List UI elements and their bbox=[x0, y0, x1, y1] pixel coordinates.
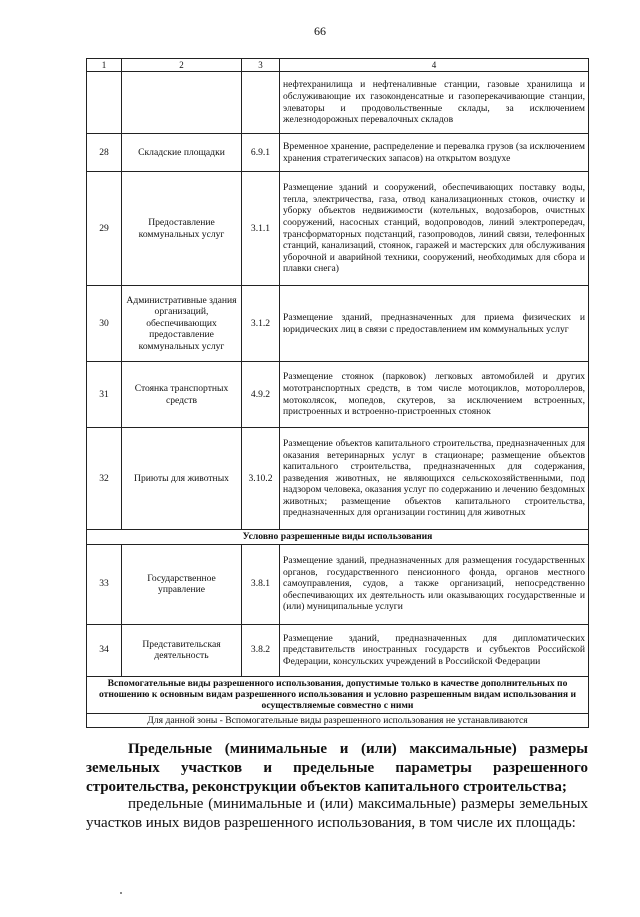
header-col-2: 2 bbox=[122, 59, 242, 72]
table-row bbox=[87, 362, 589, 428]
row-name: Приюты для животных bbox=[122, 428, 242, 530]
table-row bbox=[87, 544, 589, 624]
table-row bbox=[87, 286, 589, 362]
page-number: 66 bbox=[314, 24, 326, 38]
row-description: Временное хранение, распределение и перевалка грузов (за исключением хранения стратегических запасов) на открытом воздухе bbox=[280, 134, 589, 172]
row-name: Административные здания организаций, обеспечивающих предоставление коммунальных услуг bbox=[122, 286, 242, 362]
auxiliary-note: Для данной зоны - Вспомогательные виды разрешенного использования не устанавливаются bbox=[87, 713, 589, 728]
table-row bbox=[87, 624, 589, 676]
row-number: 33 bbox=[87, 544, 122, 624]
table-row-continued bbox=[87, 72, 589, 134]
conditional-section-row bbox=[87, 530, 589, 545]
row-number: 34 bbox=[87, 624, 122, 676]
row-number: 28 bbox=[87, 134, 122, 172]
row-name: Представительская деятельность bbox=[122, 624, 242, 676]
row-description: Размещение объектов капитального строительства, предназначенных для оказания ветеринарных услуг в стационаре; размещение объектов капитального строительства, предназначенных для содержания, разведения животных, не являющихся сельскохозяйственными, под надзором человека, оказания услуг по содержанию и лечению бездомных животных; размещение объектов капитального строительства, предназначенных для организации гостиниц для животных bbox=[280, 428, 589, 530]
scan-speck bbox=[120, 892, 122, 894]
row-number: 30 bbox=[87, 286, 122, 362]
row-name: Государственное управление bbox=[122, 544, 242, 624]
row-code: 3.10.2 bbox=[242, 428, 280, 530]
row-description: Размещение зданий и сооружений, обеспечивающих поставку воды, тепла, электричества, газа, отвод канализационных стоков, очистку и уборку объектов недвижимости (котельных, водозаборов, очистных сооружений, насосных станций, водопроводов, линий электропередач, трансформаторных подстанций, газопроводов, линий связи, телефонных станций, канализаций, стоянок, гаражей и мастерских для обслуживания уборочной и аварийной техники, сооружений, необходимых для сбора и плавки снега) bbox=[280, 172, 589, 286]
row-number: 32 bbox=[87, 428, 122, 530]
row-number: 29 bbox=[87, 172, 122, 286]
row-code: 4.9.2 bbox=[242, 362, 280, 428]
row-description: Размещение зданий, предназначенных для приема физических и юридических лиц в связи с предоставлением им коммунальных услуг bbox=[280, 286, 589, 362]
row-number: 31 bbox=[87, 362, 122, 428]
table-row bbox=[87, 134, 589, 172]
row-code: 3.1.2 bbox=[242, 286, 280, 362]
auxiliary-section-row bbox=[87, 676, 589, 713]
row-description: нефтехранилища и нефтеналивные станции, газовые хранилища и обслуживающие их газоконденсатные и газоперекачивающие станции, элеваторы и продовольственные склады, за исключением железнодорожных перевалочных складов bbox=[280, 72, 589, 134]
row-code: 3.8.1 bbox=[242, 544, 280, 624]
table-row bbox=[87, 172, 589, 286]
header-col-1: 1 bbox=[87, 59, 122, 72]
table-header-row bbox=[87, 59, 589, 72]
auxiliary-note-row bbox=[87, 713, 589, 728]
limits-heading-paragraph: Предельные (минимальные и (или) максимальные) размеры земельных участков и предельные параметры разрешенного строительства, реконструкции объектов капитального строительства; bbox=[86, 741, 588, 795]
row-name: Складские площадки bbox=[122, 134, 242, 172]
header-col-4: 4 bbox=[280, 59, 589, 72]
conditional-heading: Условно разрешенные виды использования bbox=[87, 530, 589, 545]
row-description: Размещение зданий, предназначенных для дипломатических представительств иностранных государств и субъектов Российской Федерации, консульских учреждений в Российской Федерации bbox=[280, 624, 589, 676]
row-description: Размещение зданий, предназначенных для размещения государственных органов, государственного пенсионного фонда, органов местного самоуправления, судов, а также организаций, непосредственно обеспечивающих их деятельность или оказывающих государственные и (или) муниципальные услуги bbox=[280, 544, 589, 624]
limits-body-paragraph: предельные (минимальные и (или) максимальные) размеры земельных участков иных видов разрешенного использования, в том числе их площадь: bbox=[86, 796, 588, 831]
row-description: Размещение стоянок (парковок) легковых автомобилей и других мототранспортных средств, в том числе мотоциклов, мотороллеров, мотоколясок, мопедов, скутеров, за исключением встроенных, пристроенных и встроенно-пристроенных стоянок bbox=[280, 362, 589, 428]
row-code: 3.8.2 bbox=[242, 624, 280, 676]
row-name: Предоставление коммунальных услуг bbox=[122, 172, 242, 286]
table-row bbox=[87, 428, 589, 530]
auxiliary-heading: Вспомогательные виды разрешенного использования, допустимые только в качестве дополнительных по отношению к основным видам разрешенного использования и условно разрешенным видам использования и осуществляемые совместно с ними bbox=[87, 676, 589, 713]
header-col-3: 3 bbox=[242, 59, 280, 72]
row-code: 3.1.1 bbox=[242, 172, 280, 286]
land-use-table bbox=[86, 58, 589, 728]
row-code: 6.9.1 bbox=[242, 134, 280, 172]
row-name: Стоянка транспортных средств bbox=[122, 362, 242, 428]
